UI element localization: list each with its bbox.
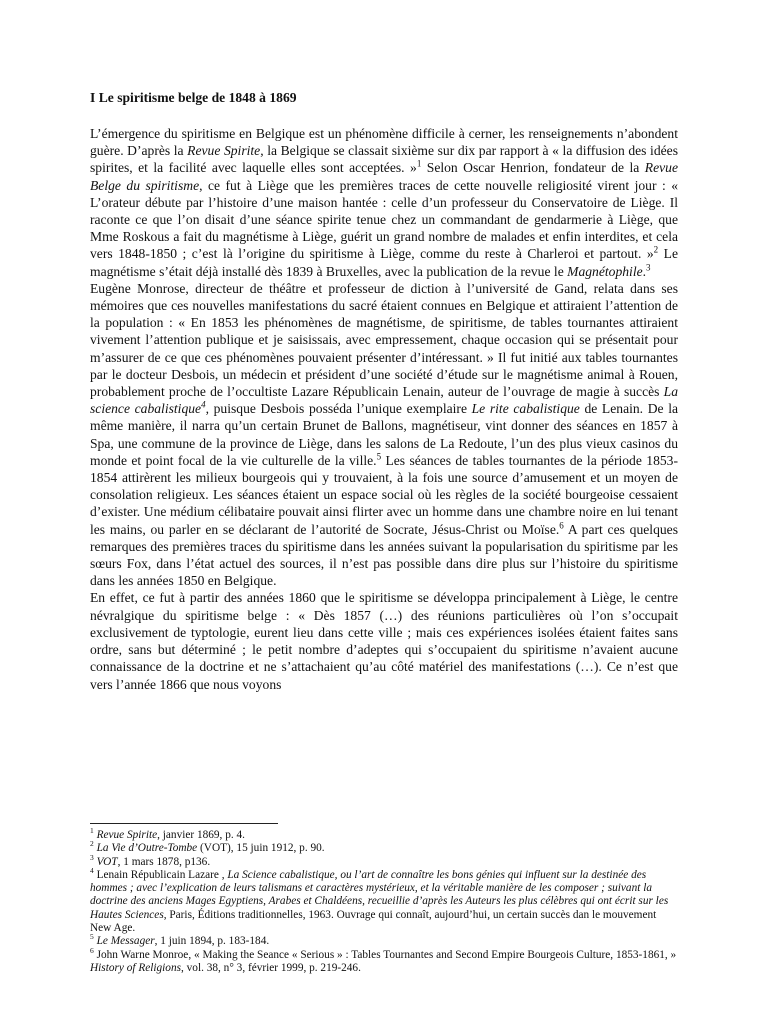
italic-text: Le rite cabalistique	[471, 401, 580, 417]
text-run: de Lenain. De la même manière, il narra qu’un certain Brunet de Ballons, magnétiseur, vint donner des séances en 1857 à Spa, une commune de la province de Liège, dans les salons de La Redoute, l’un des plus vieux casinos du monde et point focal de la vie culturelle de la ville.	[90, 401, 679, 468]
footnote-ref: 3	[90, 852, 94, 862]
footnote-2	[90, 839, 678, 855]
footnote-1	[90, 826, 678, 842]
text-run: , Paris, Éditions traditionnelles, 1963. Ouvrage qui connaît, aujourd’hui, un certain succès dan le mouvement New Age.	[90, 908, 657, 935]
text-run: , ce fut à Liège que les premières traces de cette nouvelle religiosité virent jour : « L’orateur débute par l’histoire d’une maison hantée : celle d’un professeur du Conservatoire de Liège. Il raconte ce que l’on disait d’une séance spirite tenue chez un commandant de gendarmerie à Liège, que Mme Roskous a fait du magnétisme à Liège, guérit un grand nombre de malades et enfin interdites, et cela vers 1848-1850 ; c’est là l’origine du spiritisme à Liège, comme du reste à Charleroi et partout. »	[90, 177, 678, 262]
footnote-ref: 5	[90, 932, 94, 942]
italic-text: La science cabalistique	[90, 384, 678, 417]
footnote-ref: 6	[559, 520, 564, 531]
text-run: Eugène Monrose, directeur de théâtre et professeur de diction à l’université de Gand, relata dans ses mémoires que ces nouvelles manifestations du sacré étaient connues en Belgique et attiraient l’attention de la population : « En 1853 les phénomènes de magnétisme, de spiritisme, de tables tournantes attiraient vivement l’attention publique et je saisissais, avec empressement, chaque occasion qui se présentait pour m’assurer de ce que ces phénomènes pouvaient présenter d’intéressant. » Il fut initié aux tables tournantes par le docteur Desbois, un médecin et président d’une société d’étude sur le magnétisme animal à Rouen, probablement proche de l’occultiste Lazare Républicain Lenain, auteur de l’ouvrage de magie à succès	[90, 280, 678, 400]
italic-text: Le Messager	[96, 935, 155, 948]
italic-text: La Science cabalistique, ou l’art de connaître les bons génies qui influent sur la destinée des hommes ; avec l’explication de leurs talismans et caractères mystérieux, et la véritable manière de les composer ; suivant la doctrine des anciens Mages Egyptiens, Arabes et Chaldéens, recueillie d’après les Auteurs les plus célèbres qui ont écrit sur les Hautes Sciences	[90, 868, 669, 921]
text-run: , puisque Desbois posséda l’unique exemplaire	[205, 401, 472, 417]
text-run: Lenain Républicain Lazare ,	[93, 868, 228, 881]
footnote-ref: 5	[376, 451, 382, 462]
footnote-4	[90, 866, 678, 935]
footnote-ref: 4	[90, 866, 94, 876]
footnote-ref: 6	[90, 945, 94, 955]
text-run: , janvier 1869, p. 4.	[157, 829, 245, 841]
body-text	[90, 125, 678, 693]
italic-text: Revue Spirite	[96, 829, 158, 841]
footnote-ref: 2	[653, 244, 659, 255]
text-run: L’émergence du spiritisme en Belgique est un phénomène difficile à cerner, les renseignements n’abondent guère. D’après la	[90, 126, 678, 159]
text-run: Selon Oscar Henrion, fondateur de la	[421, 160, 645, 176]
footnote-separator	[90, 823, 278, 824]
footnote-ref: 2	[90, 839, 94, 849]
text-run: , 1 juin 1894, p. 183-184.	[154, 935, 270, 948]
footnote-ref: 1	[416, 158, 422, 169]
footnote-ref: 4	[201, 399, 206, 410]
footnote-5	[90, 932, 678, 948]
footnote-ref: 3	[646, 262, 651, 273]
footnote-6	[90, 945, 678, 976]
text-run: En effet, ce fut à partir des années 1860 que le spiritisme se développa principalement à Liège, le centre névralgique du spiritisme belge : « Dès 1857 (…) des réunions particulières où l’on s’occupait exclusivement de typtologie, eurent lieu dans cette ville ; mais ces expériences isolées étaient faites sans ordre, sans but déterminé ; le petit nombre d’adeptes qui s’occupaient du spiritisme n’avaient aucune connaissance de la doctrine et ne s’attachaient qu’au côté matériel des manifestations (…). Ce n’est que vers l’année 1866 que nous voyons	[90, 590, 678, 692]
text-run: .	[642, 263, 647, 279]
footnote-ref: 1	[90, 826, 94, 836]
text-run: , 1 mars 1878, p136.	[117, 855, 211, 868]
text-run: Les séances de tables tournantes de la période 1853-1854 attirèrent les milieux bourgeois qui y trouvaient, à la fois une source d’amusement et un moyen de consolation religieux. Les séances étaient un espace social où les règles de la société bourgeoise cessaient d’exister. Une médium célibataire pouvait ainsi flirter avec un homme dans une chambre noire en lui tenant les mains, ou parler en se déclarant de l’autorité de Socrate, Jésus-Christ ou Moïse.	[90, 452, 678, 537]
footnote-3	[90, 852, 678, 869]
paragraph-2	[90, 280, 678, 590]
text-run: A part ces quelques remarques des premières traces du spiritisme dans les années suivant la popularisation du spiritisme par les sœurs Fox, dans l’état actuel des sources, il n’est pas possible dans dire plus sur l’histoire du spiritisme dans les années 1850 en Belgique.	[90, 521, 678, 589]
italic-text: Magnétophile	[567, 263, 643, 279]
section-title: I Le spiritisme belge de 1848 à 1869	[90, 90, 297, 105]
document-page	[90, 90, 678, 693]
text-run: (VOT), 15 juin 1912, p. 90.	[197, 842, 325, 855]
text-run: , la Belgique se classait sixième sur dix par rapport à « la diffusion des idées spirites, et la facilité avec laquelle elles sont acceptées. »	[90, 143, 678, 176]
text-run: , vol. 38, n° 3, février 1999, p. 219-246.	[181, 961, 361, 974]
italic-text: Revue Spirite	[187, 143, 261, 159]
text-run: Le magnétisme s’était déjà installé dès 1839 à Bruxelles, avec la publication de la revue le	[90, 246, 678, 279]
italic-text: La Vie d’Outre-Tombe	[96, 842, 198, 855]
italic-text: History of Religions	[90, 961, 181, 974]
paragraph-3	[90, 589, 678, 692]
italic-text: VOT	[96, 855, 118, 868]
italic-text: Revue Belge du spiritisme	[90, 160, 678, 193]
paragraph-1	[90, 125, 678, 280]
footnotes	[90, 826, 678, 975]
text-run: John Warne Monroe, « Making the Seance « Serious » : Tables Tournantes and Second Empire Bourgeois Culture, 1853-1861, »	[93, 948, 677, 961]
